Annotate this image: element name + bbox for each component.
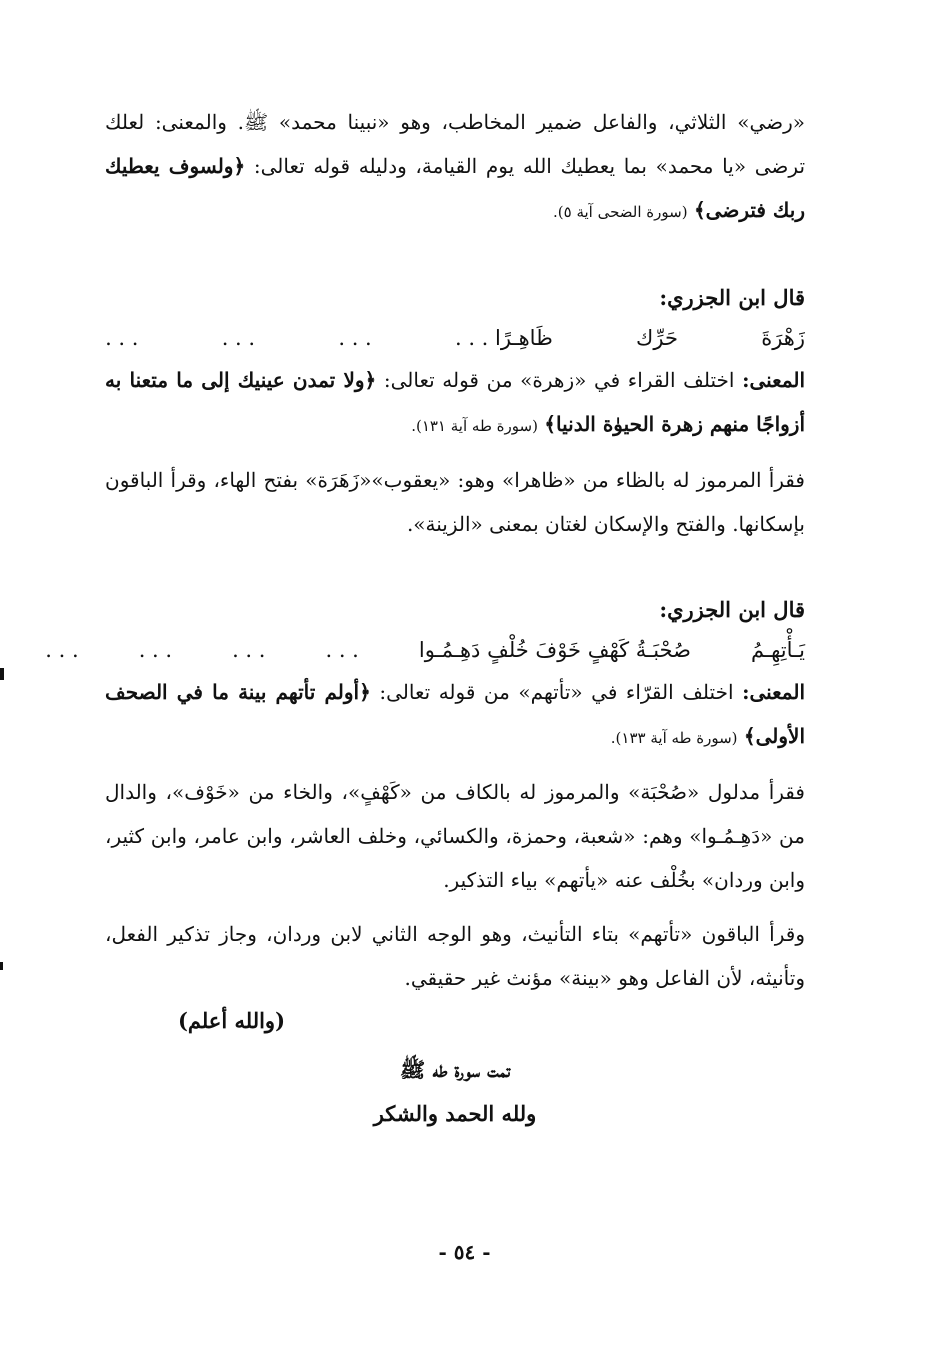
verse-word: حَرِّك bbox=[636, 326, 678, 350]
section-1-heading: قال ابن الجزري: bbox=[659, 285, 805, 310]
verse-word: زَهْرَةَ bbox=[761, 326, 805, 350]
paragraph-1-text: «رضي» الثلاثي، والفاعل ضمير المخاطب، وهو «نبينا محمد» ﷺ. والمعنى: لعلك ترضى «يا محمد» بما يعطيك الله يوم القيامة، ودليله قوله تعالى: bbox=[105, 110, 806, 178]
verse-word: . . . bbox=[45, 638, 79, 662]
section-2-verse bbox=[45, 630, 805, 670]
meaning-text: اختلف القرّاء في «تأتهم» من قوله تعالى: bbox=[379, 680, 734, 704]
section-2-heading: قال ابن الجزري: bbox=[659, 597, 805, 622]
meaning-label: المعنى: bbox=[742, 680, 806, 704]
verse-word: . . . bbox=[325, 638, 359, 662]
end-block bbox=[105, 1048, 805, 1136]
verse-word: . . . bbox=[105, 326, 139, 350]
section-1-verse bbox=[105, 318, 805, 358]
verse-word: . . . bbox=[338, 326, 372, 350]
verse-word: يَـأْتِهِـمُ bbox=[750, 638, 805, 662]
end-line-1: تمت سورة طه ﷺ bbox=[399, 1057, 511, 1082]
end-line-2: ولله الحمد والشكر bbox=[373, 1101, 537, 1126]
verse-word: ظَاهِـرًا . . . bbox=[454, 326, 553, 350]
scan-edge-mark bbox=[0, 962, 3, 970]
spacer bbox=[105, 760, 805, 770]
verse-word: . . . bbox=[221, 326, 256, 350]
section-1-explanation: فقرأ المرموز له بالظاء من «ظاهرا» وهو: «يعقوب»«زَهَرَة» بفتح الهاء، وقرأ الباقون بإسكانها. والفتح والإسكان لغتان بمعنى «الزينة». bbox=[105, 468, 805, 536]
spacer bbox=[105, 448, 805, 458]
spacer bbox=[105, 234, 805, 278]
verse-word: صُحْبَـةُ كَهْفٍ خَوْفَ خُلْفٍ دَهِـمُـوا bbox=[418, 638, 691, 662]
spacer bbox=[105, 546, 805, 590]
paragraph-1-quote: ﴿ولسوف يعطيك ربك فترضى﴾ bbox=[105, 154, 805, 222]
scan-edge-mark bbox=[0, 668, 4, 680]
paragraph-1-citation: (سورة الضحى آية ٥). bbox=[553, 203, 688, 221]
spacer bbox=[105, 902, 805, 912]
closing-phrase: (والله أعلم) bbox=[177, 1008, 285, 1033]
section-2-explanation-2: وقرأ الباقون «تأتهم» بتاء التأنيث، وهو الوجه الثاني لابن وردان، وجاز تذكير الفعل، وتأنيثه، لأن الفاعل وهو «بينة» مؤنث غير حقيقي. bbox=[105, 922, 805, 990]
section-2-meaning bbox=[105, 670, 805, 760]
page-content bbox=[45, 100, 806, 1136]
section-2-explanation-1: فقرأ مدلول «صُحْبَة» والمرموز له بالكاف من «كَهْفٍ»، والخاء من «خَوْف»، والدال من «دَهِـمُـوا» وهم: «شعبة، وحمزة، والكسائي، وخلف العاشر، وابن عامر، وابن كثير، وابن وردان» بخُلْف عنه «يأتهم» بياء التذكير. bbox=[105, 780, 805, 892]
verse-word: . . . bbox=[138, 638, 173, 662]
meaning-quote: ﴿ولا تمدن عينيك إلى ما متعنا به أزواجًا منهم زهرة الحيوٰة الدنيا﴾ bbox=[105, 368, 805, 436]
meaning-citation: (سورة طه آية ١٣٣). bbox=[610, 729, 738, 747]
verse-word: . . . bbox=[232, 638, 266, 662]
page-number: - ٥٤ - bbox=[438, 1240, 491, 1264]
section-1-meaning bbox=[105, 358, 805, 448]
meaning-citation: (سورة طه آية ١٣١). bbox=[411, 417, 538, 435]
paragraph-1 bbox=[105, 100, 805, 234]
meaning-text: اختلف القراء في «زهرة» من قوله تعالى: bbox=[383, 368, 735, 392]
meaning-label: المعنى: bbox=[742, 368, 806, 392]
meaning-quote: ﴿أولم تأتهم بينة ما في الصحف الأولى﴾ bbox=[105, 680, 805, 748]
